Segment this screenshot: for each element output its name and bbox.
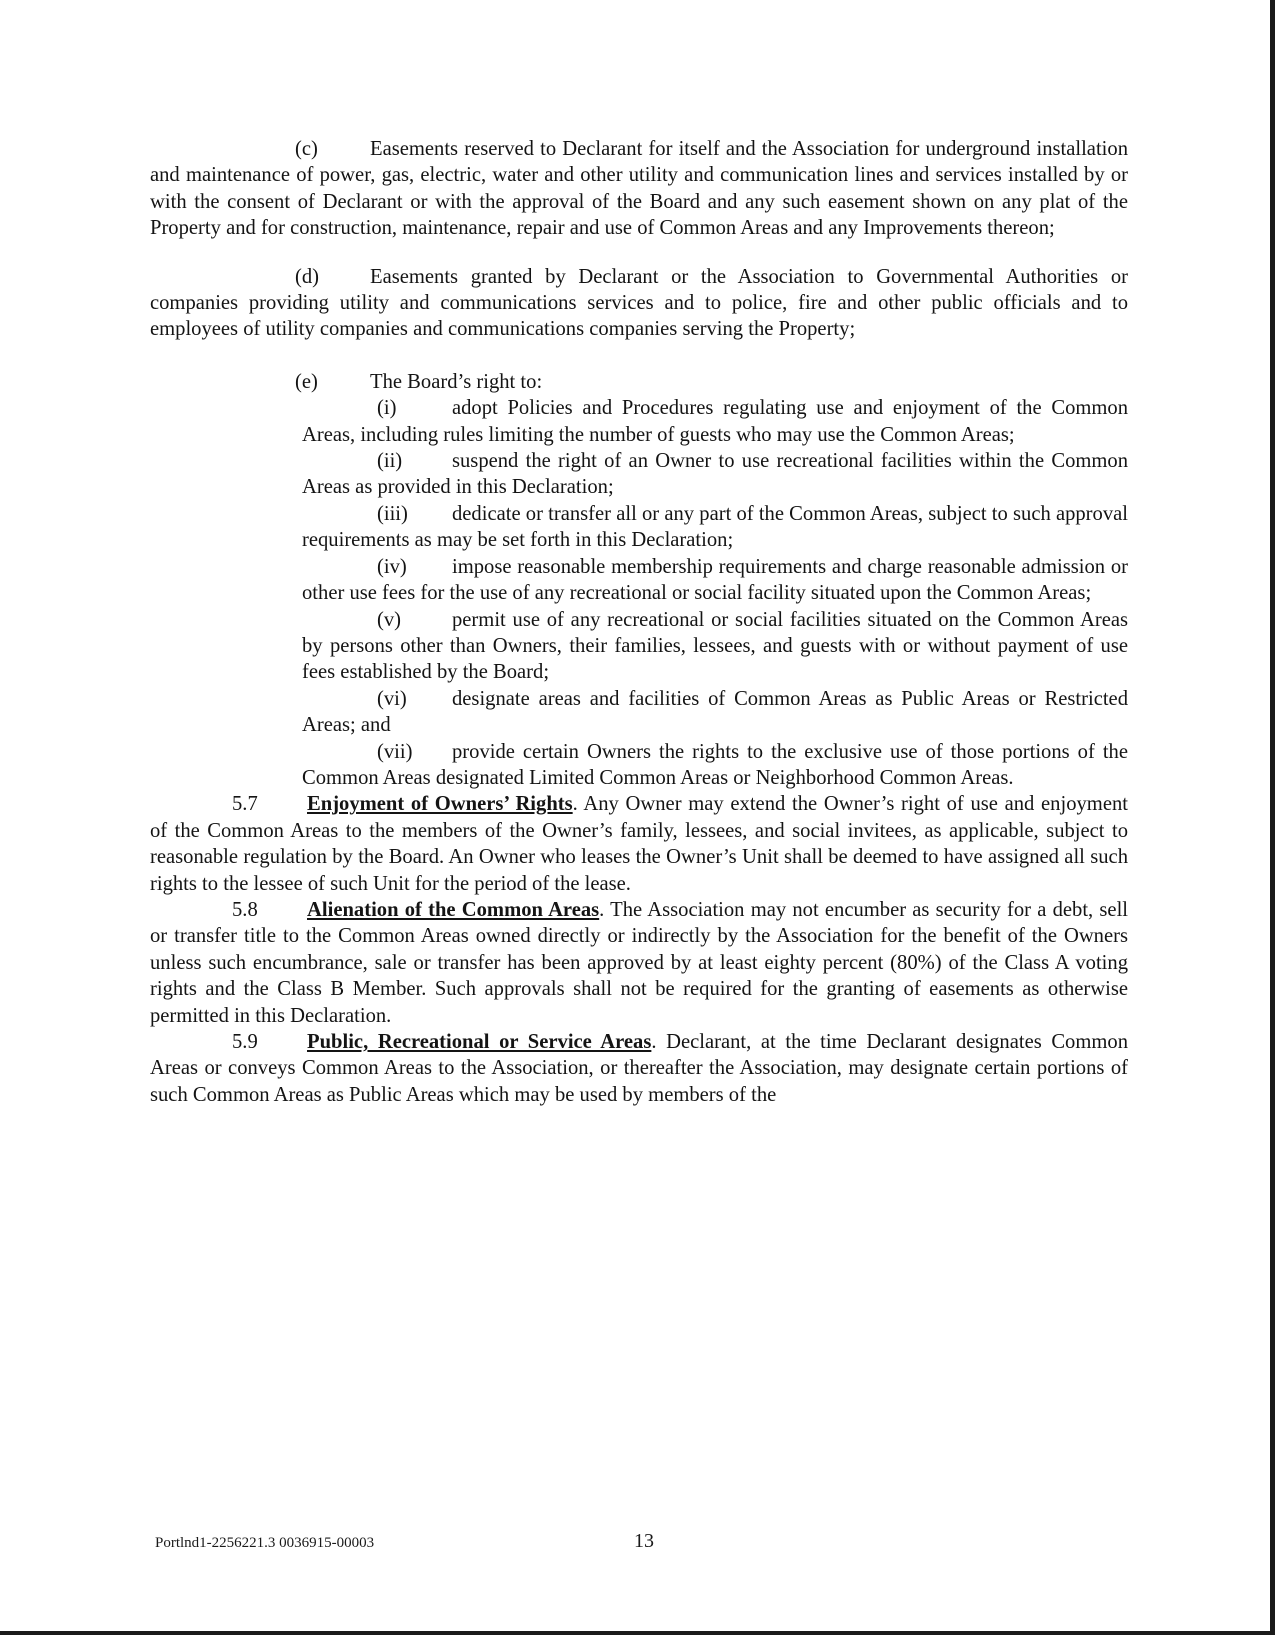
subitem-vii — [302, 739, 1128, 792]
paragraph-label: (c) — [295, 138, 318, 160]
document-body — [150, 136, 1128, 1108]
footer-page-number: 13 — [634, 1530, 654, 1552]
section-5-7 — [150, 791, 1128, 897]
section-number: 5.9 — [232, 1031, 258, 1053]
subitem-label: (i) — [377, 397, 397, 420]
scan-edge-right — [1270, 0, 1275, 1635]
subitem-ii — [302, 448, 1128, 501]
subitem-i — [302, 395, 1128, 448]
paragraph-e — [150, 369, 1128, 395]
section-text: . Declarant, at the time Declarant designates Common Areas or conveys Common Areas to the Association, or thereafter the Association, may designate certain portions of such Common Areas as Public Areas which may be used by members of the — [150, 1031, 1128, 1106]
section-text: . The Association may not encumber as security for a debt, sell or transfer title to the Common Areas owned directly or indirectly by the Association for the benefit of the Owners unless such encumbrance, sale or transfer has been approved by at least eighty percent (80%) of the Class A voting rights and the Class B Member. Such approvals shall not be required for the granting of easements as otherwise permitted in this Declaration. — [150, 898, 1129, 1027]
section-5-8 — [150, 897, 1128, 1029]
subitem-text: adopt Policies and Procedures regulating use and enjoyment of the Common Areas, including rules limiting the number of guests who may use the Common Areas; — [302, 397, 1128, 446]
paragraph-d — [150, 264, 1128, 343]
paragraph-label: (e) — [295, 370, 318, 393]
paragraph-text: Easements granted by Declarant or the Association to Governmental Authorities or companies providing utility and communications services and to police, fire and other public officials and to employees of utility companies and communications companies serving the Property; — [150, 265, 1128, 341]
subitem-label: (iv) — [377, 555, 407, 578]
subitem-text: dedicate or transfer all or any part of the Common Areas, subject to such approval requirements as may be set forth in this Declaration; — [302, 502, 1128, 552]
section-title: Alienation of the Common Areas — [307, 898, 600, 921]
section-5-9 — [150, 1029, 1128, 1108]
paragraph-c — [150, 136, 1128, 242]
subitem-vi — [302, 686, 1128, 739]
subitem-label: (v) — [377, 608, 402, 631]
subitem-text: designate areas and facilities of Common Areas as Public Areas or Restricted Areas; and — [302, 687, 1128, 737]
subitem-v — [302, 607, 1128, 686]
scan-edge-bottom — [0, 1631, 1275, 1635]
subitem-label: (vii) — [377, 740, 413, 763]
subitem-iii — [302, 501, 1128, 554]
section-number: 5.8 — [232, 898, 258, 921]
subitem-iv — [302, 554, 1128, 607]
paragraph-label: (d) — [295, 265, 320, 288]
section-title: Enjoyment of Owners’ Rights — [307, 793, 573, 816]
footer-document-id: Portlnd1-2256221.3 0036915-00003 — [155, 1535, 375, 1551]
subitem-label: (vi) — [377, 687, 407, 710]
subitem-text: provide certain Owners the rights to the exclusive use of those portions of the Common Areas designated Limited Common Areas or Neighborhood Common Areas. — [302, 740, 1128, 789]
subitem-text: suspend the right of an Owner to use recreational facilities within the Common Areas as provided in this Declaration; — [302, 450, 1128, 499]
subitem-text: permit use of any recreational or social facilities situated on the Common Areas by persons other than Owners, their families, lessees, and guests with or without payment of use fees established by the Board; — [302, 608, 1128, 684]
subitem-text: impose reasonable membership requirements and charge reasonable admission or other use fees for the use of any recreational or social facility situated upon the Common Areas; — [302, 555, 1128, 605]
paragraph-text: Easements reserved to Declarant for itself and the Association for underground installation and maintenance of power, gas, electric, water and other utility and communication lines and services installed by or with the consent of Declarant or with the approval of the Board and any such easement shown on any plat of the Property and for construction, maintenance, repair and use of Common Areas and any Improvements thereon; — [150, 138, 1128, 240]
section-number: 5.7 — [232, 793, 258, 816]
paragraph-text: The Board’s right to: — [370, 370, 543, 393]
section-title: Public, Recreational or Service Areas — [307, 1031, 652, 1053]
subitem-label: (iii) — [377, 502, 408, 525]
subitem-label: (ii) — [377, 450, 403, 473]
section-text: . Any Owner may extend the Owner’s right of use and enjoyment of the Common Areas to the members of the Owner’s family, lessees, and social invitees, as applicable, subject to reasonable regulation by the Board. An Owner who leases the Owner’s Unit shall be deemed to have assigned all such rights to the lessee of such Unit for the period of the lease. — [150, 793, 1128, 895]
